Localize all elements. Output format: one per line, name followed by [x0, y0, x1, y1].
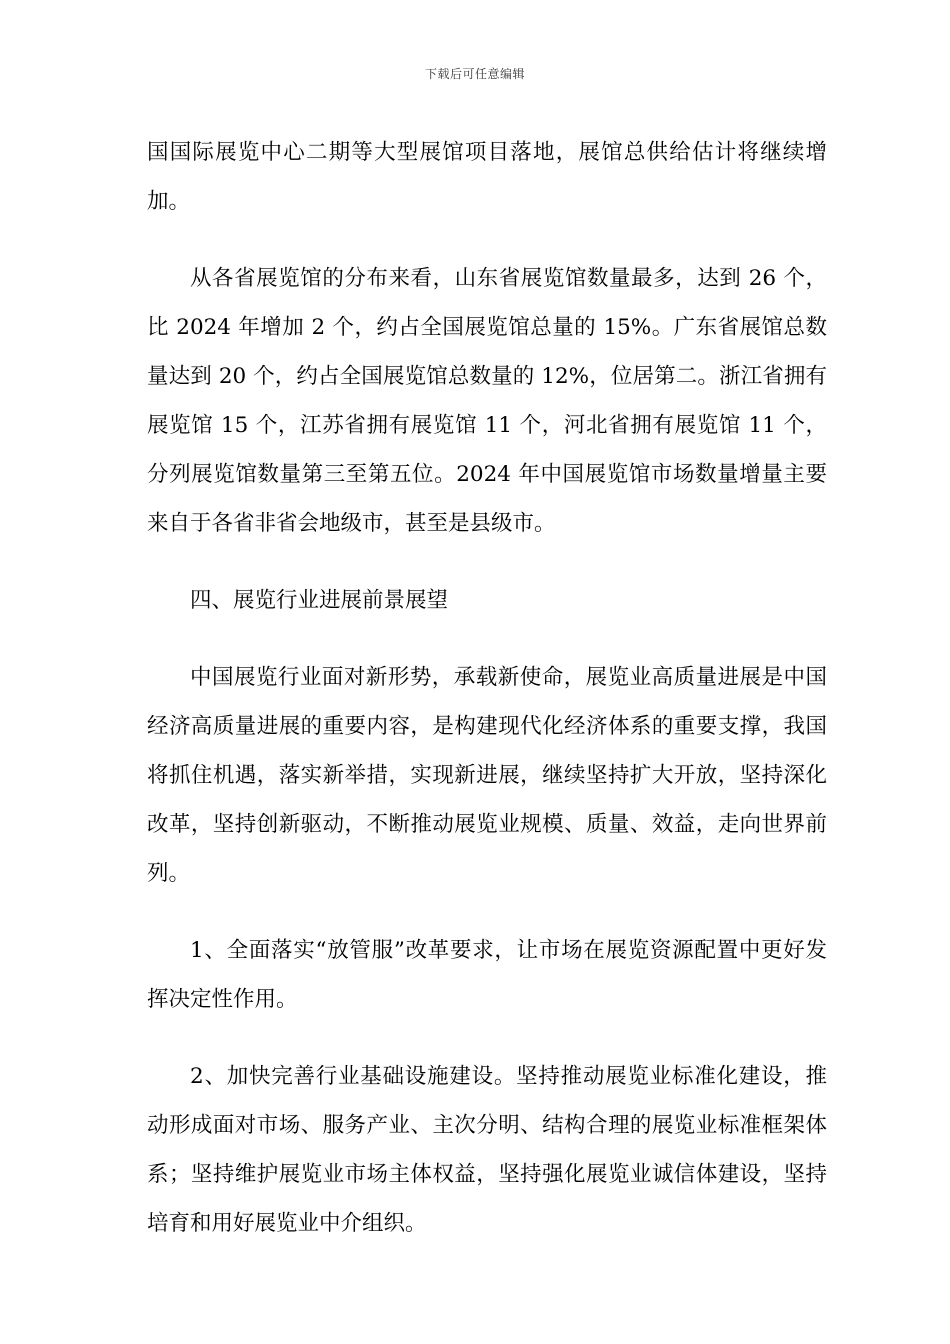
page-header-note: 下载后可任意编辑 — [424, 67, 525, 81]
paragraph-item-1: 1、全面落实“放管服”改革要求，让市场在展览资源配置中更好发挥决定性作用。 — [147, 938, 827, 1012]
section-heading-outlook: 四、展览行业进展前景展望 — [190, 588, 449, 613]
paragraph-item-2: 2、加快完善行业基础设施建设。坚持推动展览业标准化建设，推动形成面对市场、服务产业、主次分明、结构合理的展览业标准框架体系；坚持维护展览业市场主体权益，坚持强化展览业诚信体建设，坚持培育和用好展览业中介组织。 — [147, 1064, 827, 1236]
document-body — [147, 128, 827, 1276]
paragraph-province-distribution: 从各省展览馆的分布来看，山东省展览馆数量最多，达到 26 个，比 2024 年增加 2 个，约占全国展览馆总量的 15%。广东省展馆总数量达到 20 个，约占全国展览馆总数量的 12%，位居第二。浙江省拥有展览馆 15 个，江苏省拥有展览馆 11 个，河北省拥有展览馆 11 个，分列展览馆数量第三至第五位。2024 年中国展览馆市场数量增量主要来自于各省非省会地级市，甚至是县级市。 — [147, 266, 827, 536]
paragraph-outlook: 中国展览行业面对新形势，承载新使命，展览业高质量进展是中国经济高质量进展的重要内容，是构建现代化经济体系的重要支撑，我国将抓住机遇，落实新举措，实现新进展，继续坚持扩大开放，坚持深化改革，坚持创新驱动，不断推动展览业规模、质量、效益，走向世界前列。 — [147, 665, 827, 886]
paragraph-continuation: 国国际展览中心二期等大型展馆项目落地，展馆总供给估计将继续增加。 — [147, 140, 827, 214]
